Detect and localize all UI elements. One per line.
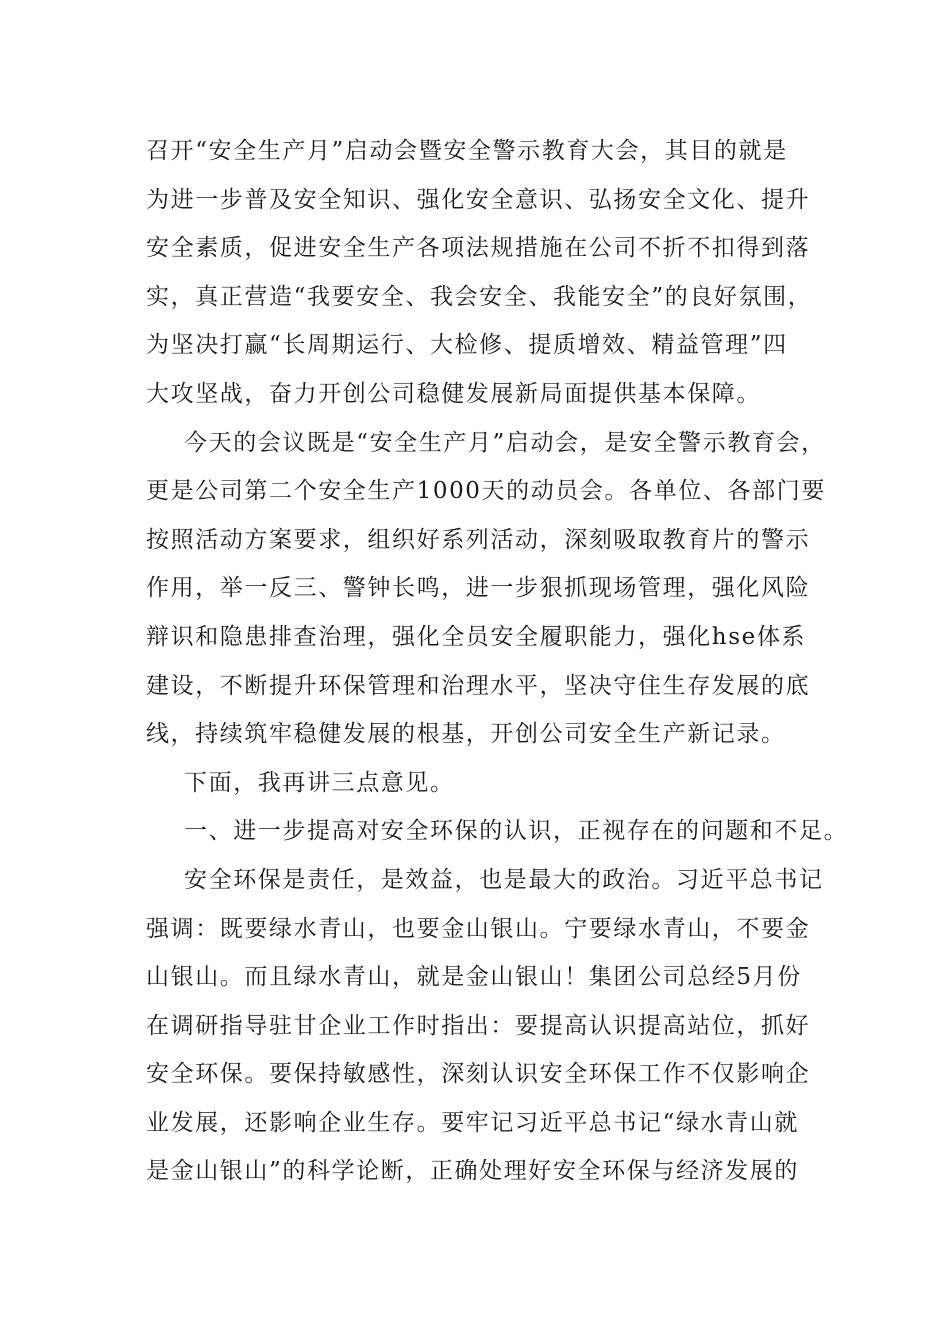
text-line: 业发展，还影响企业生存。要牢记习近平总书记“绿水青山就: [146, 1109, 799, 1136]
text-line: 线，持续筑牢稳健发展的根基，开创公司安全生产新记录。: [146, 721, 786, 748]
text-line: 按照活动方案要求，组织好系列活动，深刻吸取教育片的警示: [146, 526, 811, 553]
paragraph-first-line: 今天的会议既是“安全生产月”启动会，是安全警示教育会，: [184, 429, 826, 456]
text-line: 强调：既要绿水青山，也要金山银山。宁要绿水青山，不要金: [146, 915, 811, 942]
text-line: 建设，不断提升环保管理和治理水平，坚决守住生存发展的底: [146, 672, 811, 699]
text-line: 在调研指导驻甘企业工作时指出：要提高认识提高站位，抓好: [146, 1012, 811, 1039]
paragraph-first-line: 安全环保是责任，是效益，也是最大的政治。习近平总书记: [184, 866, 824, 893]
text-line: 大攻坚战，奋力开创公司稳健发展新局面提供基本保障。: [146, 380, 761, 407]
text-line: 作用，举一反三、警钟长鸣，进一步狠抓现场管理，强化风险: [146, 575, 811, 602]
text-line: 辩识和隐患排查治理，强化全员安全履职能力，强化hse体系: [146, 623, 807, 650]
document-body: [146, 131, 849, 1200]
text-line: 安全素质，促进安全生产各项法规措施在公司不折不扣得到落: [146, 235, 811, 262]
paragraph-first-line: 下面，我再讲三点意见。: [184, 769, 455, 796]
text-line: 为坚决打赢“长周期运行、大检修、提质增效、精益管理”四: [146, 332, 788, 359]
text-line: 安全环保。要保持敏感性，深刻认识安全环保工作不仅影响企: [146, 1061, 811, 1088]
section-heading: 一、进一步提高对安全环保的认识，正视存在的问题和不足。: [184, 818, 849, 845]
text-line: 实，真正营造“我要安全、我会安全、我能安全”的良好氛围，: [146, 283, 813, 310]
text-line: 为进一步普及安全知识、强化安全意识、弘扬安全文化、提升: [146, 186, 811, 213]
text-line: 山银山。而且绿水青山，就是金山银山！集团公司总经5月份: [146, 964, 802, 991]
text-line: 召开“安全生产月”启动会暨安全警示教育大会，其目的就是: [146, 138, 788, 164]
text-line: 是金山银山”的科学论断，正确处理好安全环保与经济发展的: [146, 1158, 799, 1185]
text-line: 更是公司第二个安全生产1000天的动员会。各单位、各部门要: [146, 478, 826, 505]
